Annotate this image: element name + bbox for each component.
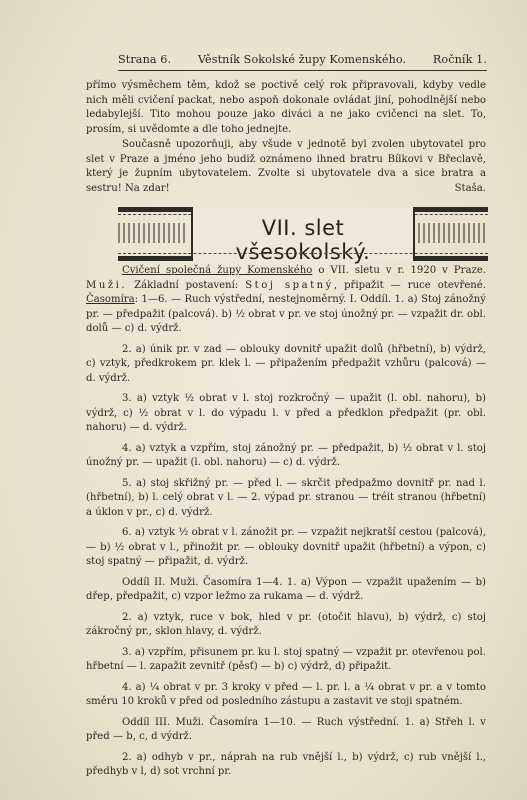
intro-paragraph-1: přímo výsměchem těm, kdož se poctivě celý rok připravovali, kdyby vedle nich měli cvičení packat, nebo aspoň dokonale ovládat jiní, pohodlnější nebo ledabylejší. Tito mohou pouze jako diváci a ne jako cvičenci na slet. To, prosím, si uvědomte a dle toho jednejte. <box>86 80 486 135</box>
banner-frame <box>191 207 415 264</box>
exercise-text-2: , připažit — ruce otevřené. <box>333 279 486 291</box>
exercise-paragraph-10: 4. a) ¼ obrat v pr. 3 kroky v před — l. pr. l. a ¼ obrat v pr. a v tomto směru 10 kroků v před od posledního zástupu a zastavit ve stoji spatném. <box>86 681 486 707</box>
exercise-heading-rest: o VII. sletu v r. 1920 v Praze. <box>312 265 487 276</box>
exercise-paragraph-5: 5. a) stoj skřižný pr. — před l. — skrčit předpažmo dovnitř pr. nad l. (hřbetní), b) l. celý obrat v l. — 2. výpad pr. stranou — tréit stranou (hřbetní) a úklon v pr., c) d. výdrž. <box>86 477 486 518</box>
exercise-paragraph-12: 2. a) odhyb v pr., náprah na rub vnější l., b) výdrž, c) rub vnější l., předhyb v l, d) sot vrchní pr. <box>86 751 486 777</box>
exercise-paragraph-4: 4. a) vztyk a vzpřím, stoj zánožný pr. — předpažit, b) ½ obrat v l. stoj únožný pr. — upažit (l. obl. nahoru) — c) d. výdrž. <box>86 442 486 468</box>
section-banner <box>118 207 488 264</box>
exercise-paragraph-6: 6. a) vztyk ½ obrat v l. zánožit pr. — vzpažit nejkratší cestou (palcová), — b) ½ obrat v l., přinožit pr. — oblouky dovnitř upažit (hřbetní) a výpon, c) stoj spatný — připažit, d. výdrž. <box>86 527 486 567</box>
header-rule <box>118 70 487 71</box>
exercise-paragraph-3: 3. a) vztyk ½ obrat v l. stoj rozkročný — upažit (l. obl. nahoru), b) výdrž, c) ½ obrat v l. do výpadu l. v před a předklon předpažit (pr. obl. nahoru) — d. výdrž. <box>86 393 486 433</box>
banner-ornament-left <box>118 223 188 243</box>
exercise-paragraph-7: Oddíl II. Muži. Časomíra 1—4. 1. a) Výpon — vzpažit upažením — b) dřep, předpažit, c) vzpor ležmo za rukama — d. výdrž. <box>86 576 486 602</box>
exercise-section <box>86 264 486 780</box>
exercise-paragraph-9: 3. a) vzpřím, přisunem pr. ku l. stoj spatný — vzpažit pr. otevřenou pol. hřbetní — l. zapažit zevnitř (pěsť) — b) c) výdrž, d) připažit. <box>86 646 486 672</box>
volume-number: Ročník 1. <box>432 53 487 66</box>
exercise-paragraph-2: 2. a) únik pr. v zad — oblouky dovnitř upažit dolů (hřbetní), b) výdrž, c) vztyk, předkrokem pr. klek l. — připažením předpažit vzhůru (palcová) — d. výdrž. <box>86 343 486 384</box>
exercise-text: Základní postavení: <box>127 279 246 291</box>
stoj-spatny: Stoj spatný <box>245 279 334 291</box>
exercise-paragraph-11: Oddíl III. Muži. Časomíra 1—10. — Ruch výstřední. 1. a) Střeh l. v před — b, c, d výdrž. <box>86 716 486 742</box>
exercise-heading: Cvičení společná župy Komenského <box>122 265 313 276</box>
muzi-label: Muži. <box>86 279 128 291</box>
page-number: Strana 6. <box>118 53 172 66</box>
banner-ornament-right <box>418 223 488 243</box>
exercise-paragraph-1 <box>86 264 486 337</box>
section-title: VII. slet všesokolský. <box>235 216 371 264</box>
exercise-paragraph-8: 2. a) vztyk, ruce v bok, hled v pr. (otočit hlavu), b) výdrž, c) stoj zákročný pr., sklon hlavy, d. výdrž. <box>86 611 486 637</box>
journal-title: Věstník Sokolské župy Komenského. <box>197 53 407 66</box>
signature: Staša. <box>454 182 486 194</box>
page-header <box>118 53 487 66</box>
exercise-text-3: : 1—6. — Ruch výstřední, nestejnoměrný. I. Oddíl. 1. a) Stoj zánožný pr. — předpažit (palcová). b) ½ obrat v pr. ve stoj únožný pr. — vzpažit dr. obl. dolů — c) d. výdrž. <box>86 294 486 334</box>
intro-section <box>86 79 486 196</box>
intro-paragraph-2: Současně upozorňuji, aby všude v jednotě byl zvolen ubytovatel pro slet v Praze a jméno jeho budiž oznámeno ihned bratru Bílkovi v Břeclavě, který je župním ubytovatelem. Zvolte si ubytovatele dva a sice bratra a sestru! Na zdar! <box>86 139 486 194</box>
casomira-label: Časomíra <box>86 294 135 305</box>
